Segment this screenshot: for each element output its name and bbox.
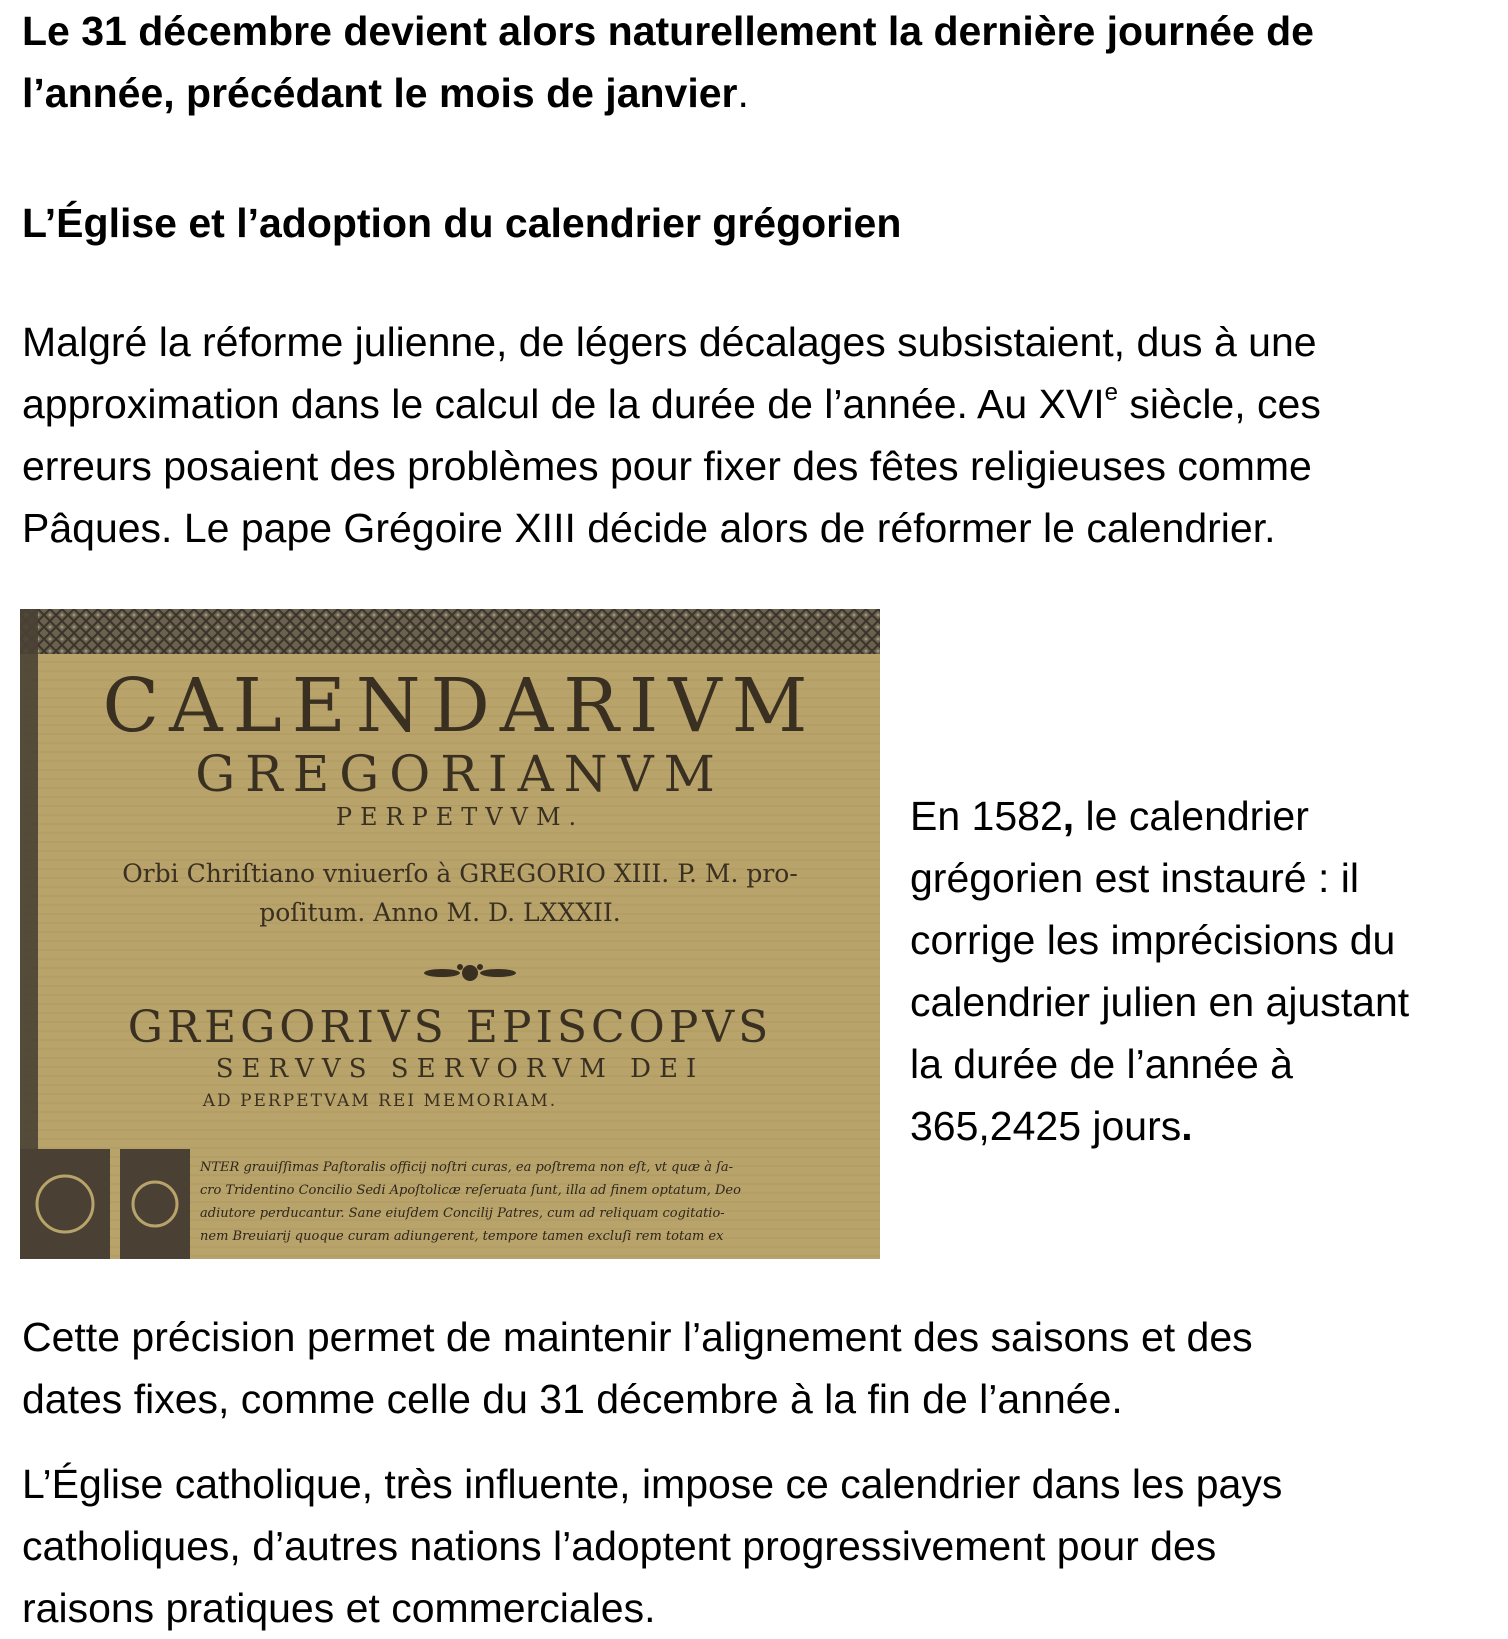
paragraph-1582-line-5: la durée de l’année à	[910, 1041, 1293, 1087]
paragraph-1582-period: .	[1181, 1103, 1193, 1149]
calendarium-gregorianum-image	[20, 609, 880, 1259]
image-subtitle-line-2: poſitum. Anno M. D. LXXXII.	[259, 898, 621, 927]
century-superscript: e	[1104, 379, 1119, 406]
paragraph-reform-line-2a: approximation dans le calcul de la durée de l’année. Au XVI	[22, 381, 1105, 427]
image-heading-line-3: AD PERPETVAM REI MEMORIAM.	[202, 1091, 558, 1111]
paragraph-1582-line-1-rest: le calendrier	[1074, 793, 1309, 839]
image-heading-line-1: GREGORIVS EPISCOPVS	[127, 1002, 773, 1053]
calendarium-page-scan	[20, 609, 880, 1259]
paragraph-1582-year: En 1582	[910, 793, 1063, 839]
image-title-line-1: CALENDARIVM	[102, 663, 818, 749]
intro-bold-line-2: l’année, précédant le mois de janvier	[22, 70, 738, 116]
intro-period: .	[737, 70, 749, 116]
image-body-line-1: NTER grauiſſimas Paſtoralis officij noſtri curas, ea poſtrema non eſt, vt quæ à ſa-	[200, 1160, 734, 1175]
paragraph-precision	[22, 1306, 1253, 1430]
paragraph-1582-comma: ,	[1062, 793, 1075, 839]
paragraph-precision-line-1: Cette précision permet de maintenir l’alignement des saisons et des	[22, 1314, 1253, 1360]
paragraph-reform-line-4: Pâques. Le pape Grégoire XIII décide alors de réformer le calendrier.	[22, 505, 1276, 551]
image-title-line-3: PERPETVVM.	[335, 803, 585, 831]
decorated-initial-right	[120, 1149, 190, 1259]
image-heading-line-2: SERVVS SERVORVM DEI	[215, 1054, 705, 1084]
image-body-line-2: cro Tridentino Concilio Sedi Apoſtolicæ reſeruata ſunt, illa ad finem optatum, Deo	[200, 1183, 741, 1198]
paragraph-reform	[22, 311, 1321, 559]
paragraph-reform-line-3: erreurs posaient des problèmes pour fixer des fêtes religieuses comme	[22, 443, 1312, 489]
image-body-line-4: nem Breuiarij quoque curam adiungerent, tempore tamen excluſi rem totam ex	[200, 1229, 724, 1244]
paragraph-1582-line-4: calendrier julien en ajustant	[910, 979, 1410, 1025]
paragraph-1582	[910, 785, 1409, 1157]
paragraph-precision-line-2: dates fixes, comme celle du 31 décembre à la fin de l’année.	[22, 1376, 1123, 1422]
paragraph-reform-line-2b: siècle, ces	[1118, 381, 1321, 427]
paragraph-1582-line-2: grégorien est instauré : il	[910, 855, 1359, 901]
image-title-line-2: GREGORIANVM	[195, 745, 725, 803]
paragraph-1582-line-6: 365,2425 jours	[910, 1103, 1182, 1149]
paragraph-catholic-line-1: L’Église catholique, très influente, impose ce calendrier dans les pays	[22, 1461, 1283, 1507]
intro-bold-line-1: Le 31 décembre devient alors naturellement la dernière journée de	[22, 8, 1314, 54]
image-body-line-3: adiutore perducantur. Sane eiuſdem Concilij Patres, cum ad reliquam cogitatio-	[200, 1206, 725, 1221]
section-heading: L’Église et l’adoption du calendrier grégorien	[22, 200, 902, 246]
paragraph-1582-line-3: corrige les imprécisions du	[910, 917, 1396, 963]
intro-paragraph	[22, 0, 1314, 124]
paragraph-catholic-church	[22, 1453, 1282, 1639]
paragraph-catholic-line-3: raisons pratiques et commerciales.	[22, 1585, 656, 1631]
image-subtitle-line-1: Orbi Chriſtiano vniuerſo à GREGORIO XIII. P. M. pro-	[122, 859, 798, 888]
decorated-initial-left	[20, 1149, 110, 1259]
paragraph-catholic-line-2: catholiques, d’autres nations l’adoptent progressivement pour des	[22, 1523, 1217, 1569]
ornamental-border	[20, 609, 880, 654]
paragraph-reform-line-1: Malgré la réforme julienne, de légers décalages subsistaient, dus à une	[22, 319, 1317, 365]
